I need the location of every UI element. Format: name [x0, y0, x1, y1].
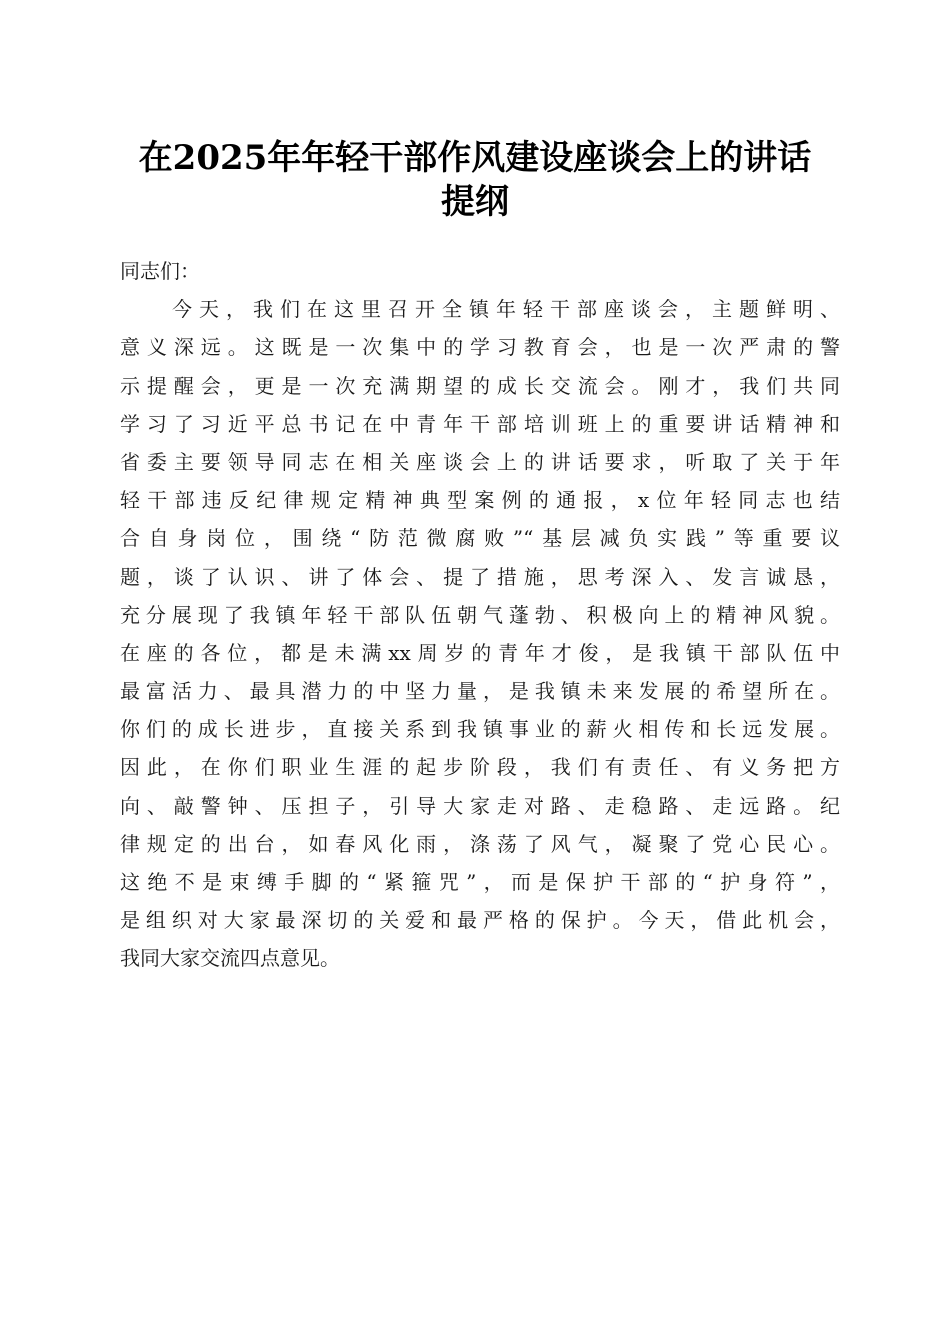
paragraph-line: 题，谈了认识、讲了体会、提了措施，思考深入、发言诚恳， — [120, 564, 840, 589]
paragraph-line: 你们的成长进步，直接关系到我镇事业的薪火相传和长远发展。 — [120, 717, 840, 742]
paragraph-line: 学习了习近平总书记在中青年干部培训班上的重要讲话精神和 — [120, 411, 840, 436]
paragraph-line: 最富活力、最具潜力的中坚力量，是我镇未来发展的希望所在。 — [120, 679, 840, 704]
paragraph-line: 向、敲警钟、压担子，引导大家走对路、走稳路、走远路。纪 — [120, 793, 840, 818]
paragraph-line: 充分展现了我镇年轻干部队伍朝气蓬勃、积极向上的精神风貌。 — [120, 602, 840, 627]
paragraph-line: 轻干部违反纪律规定精神典型案例的通报，x位年轻同志也结 — [120, 488, 840, 513]
document-body — [120, 252, 840, 978]
paragraph-line: 合自身岗位，围绕“防范微腐败”“基层减负实践”等重要议 — [120, 526, 840, 551]
paragraph-line: 我同大家交流四点意见。 — [120, 946, 340, 971]
paragraph-line: 这绝不是束缚手脚的“紧箍咒”，而是保护干部的“护身符”， — [120, 870, 840, 894]
paragraph-line: 示提醒会，更是一次充满期望的成长交流会。刚才，我们共同 — [120, 373, 840, 398]
title-line-1: 在2025年年轻干部作风建设座谈会上的讲话 — [138, 138, 812, 178]
greeting: 同志们： — [120, 259, 200, 283]
paragraph-line: 意义深远。这既是一次集中的学习教育会，也是一次严肃的警 — [120, 335, 840, 360]
paragraph-line: 今天，我们在这里召开全镇年轻干部座谈会，主题鲜明、 — [172, 297, 840, 322]
paragraph-line: 省委主要领导同志在相关座谈会上的讲话要求，听取了关于年 — [120, 449, 840, 474]
document-title — [100, 136, 850, 224]
title-line-2: 提纲 — [441, 182, 509, 222]
paragraph-line: 在座的各位，都是未满xx周岁的青年才俊，是我镇干部队伍中 — [120, 640, 840, 665]
paragraph-line: 律规定的出台，如春风化雨，涤荡了风气，凝聚了党心民心。 — [120, 831, 840, 856]
paragraph-line: 因此，在你们职业生涯的起步阶段，我们有责任、有义务把方 — [120, 755, 840, 780]
paragraph-line: 是组织对大家最深切的关爱和最严格的保护。今天，借此机会， — [120, 908, 840, 933]
